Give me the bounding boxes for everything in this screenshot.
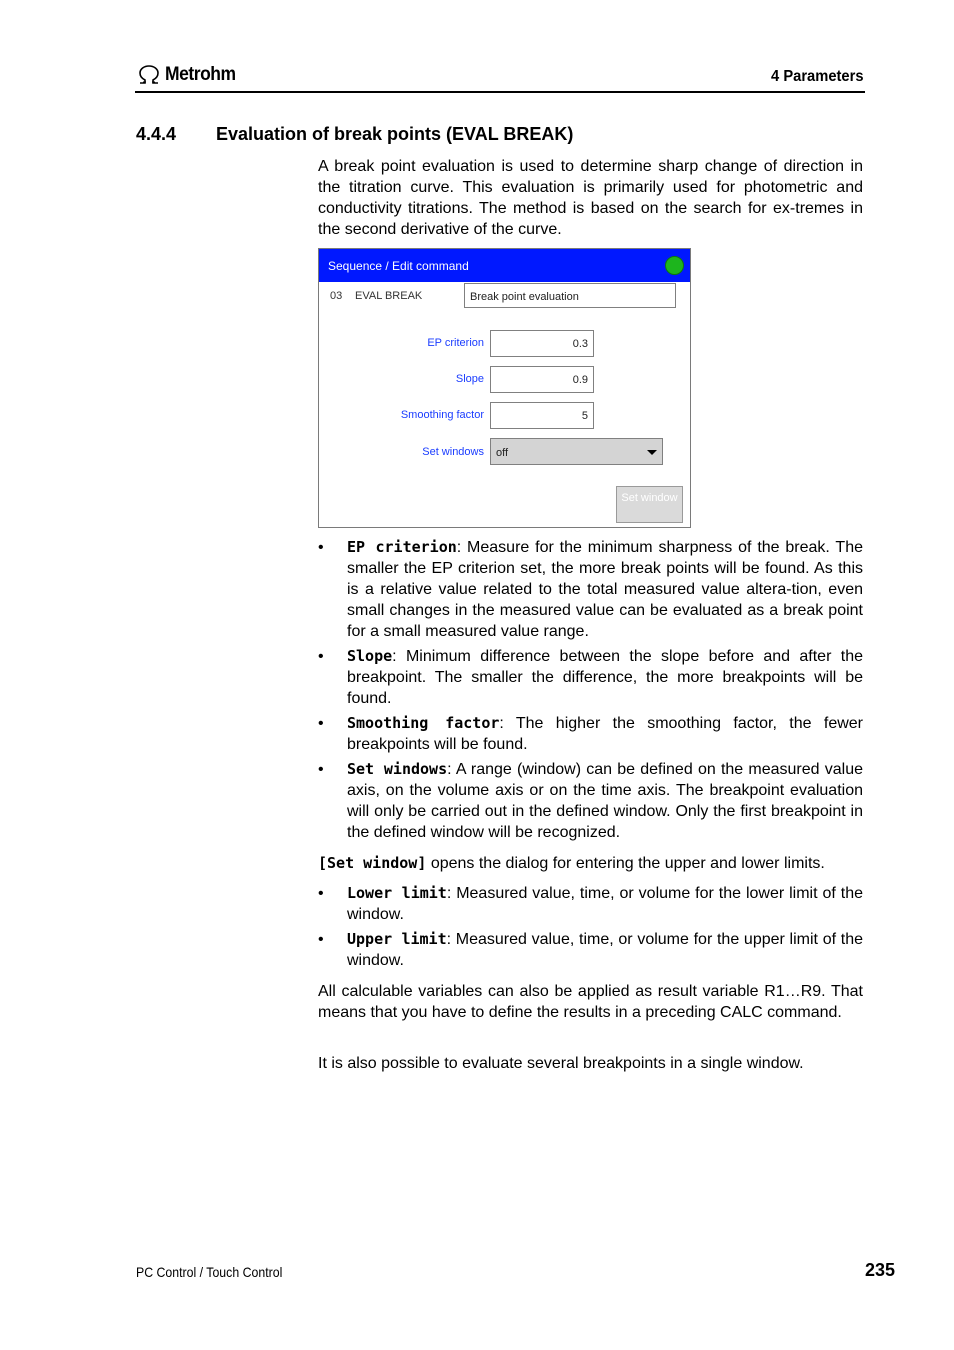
smoothing-factor-label: Smoothing factor — [400, 409, 484, 421]
list-item — [318, 929, 863, 971]
parameter-list — [318, 537, 863, 847]
list-item-text: : Minimum difference between the slope before and after the breakpoint. The smaller the difference, the more breakpoints will be found. — [347, 648, 863, 707]
list-item-text: : The higher the smoothing factor, the fewer breakpoints will be found. — [347, 715, 863, 753]
list-item-term: EP criterion — [347, 538, 457, 556]
section-number: 4.4.4 — [136, 124, 177, 144]
set-windows-value: off — [496, 447, 509, 459]
edit-command-dialog — [318, 248, 691, 528]
list-item-term: Upper limit — [347, 930, 447, 948]
list-item-term: Lower limit — [347, 884, 447, 902]
dialog-title-bar — [319, 249, 690, 282]
set-window-text: opens the dialog for entering the upper and lower limits. — [426, 855, 825, 872]
set-window-paragraph — [318, 853, 863, 874]
list-item-term: Slope — [347, 647, 393, 665]
metrohm-logo — [137, 64, 242, 86]
list-item — [318, 646, 863, 709]
command-name: EVAL BREAK — [355, 290, 423, 302]
brand-name: Metrohm — [165, 64, 236, 85]
ep-criterion-label: EP criterion — [427, 337, 484, 349]
header-rule — [135, 91, 865, 93]
page-number: 235 — [864, 1260, 895, 1280]
dialog-title: Sequence / Edit command — [328, 259, 469, 273]
set-windows-label: Set windows — [422, 446, 484, 458]
list-item-text: : Measured value, time, or volume for the upper limit of the window. — [347, 931, 863, 969]
list-item — [318, 713, 863, 755]
chapter-title: 4 Parameters — [771, 68, 864, 85]
calc-paragraph: All calculable variables can also be applied as result variable R1…R9. That means that you have to define the results in a preceding CALC command. — [318, 983, 863, 1021]
omega-icon — [137, 65, 161, 85]
limit-list — [318, 883, 863, 975]
list-item-text: : Measure for the minimum sharpness of the break. The smaller the EP criterion set, the more break points will be found. As this is a relative value related to the total measured value altera-tion, even small changes in the measured value can be evaluated as a break point for a small measured value range. — [347, 539, 863, 640]
slope-input[interactable]: 0.9 — [490, 366, 594, 393]
list-item — [318, 883, 863, 925]
command-description-field[interactable]: Break point evaluation — [464, 283, 676, 308]
footer-title: PC Control / Touch Control — [136, 1264, 283, 1280]
list-item-term: Set windows — [347, 760, 448, 778]
set-window-term: [Set window] — [318, 854, 427, 872]
list-item-text: : A range (window) can be defined on the measured value axis, on the volume axis or on the time axis. The breakpoint evaluation will only be carried out in the defined window. Only the first breakpoint in the defined window will be recognized. — [347, 761, 864, 841]
list-item-text: : Measured value, time, or volume for the lower limit of the window. — [347, 885, 863, 923]
list-item — [318, 537, 863, 642]
slope-label: Slope — [455, 373, 484, 385]
list-item — [318, 759, 863, 843]
command-number: 03 — [330, 290, 343, 302]
final-paragraph: It is also possible to evaluate several breakpoints in a single window. — [318, 1055, 804, 1072]
status-indicator-icon — [665, 256, 684, 275]
set-window-button[interactable]: Set window — [616, 486, 683, 523]
list-item-term: Smoothing factor — [347, 714, 500, 732]
set-windows-select[interactable] — [490, 438, 663, 465]
section-title: Evaluation of break points (EVAL BREAK) — [216, 124, 574, 144]
intro-paragraph: A break point evaluation is used to determine sharp change of direction in the titration curve. This evaluation is primarily used for photometric and conductivity titrations. The method is based on the search for ex-tremes in the second derivative of the curve. — [318, 158, 863, 238]
smoothing-factor-input[interactable]: 5 — [490, 402, 594, 429]
ep-criterion-input[interactable]: 0.3 — [490, 330, 594, 357]
dropdown-arrow-icon — [647, 450, 657, 455]
